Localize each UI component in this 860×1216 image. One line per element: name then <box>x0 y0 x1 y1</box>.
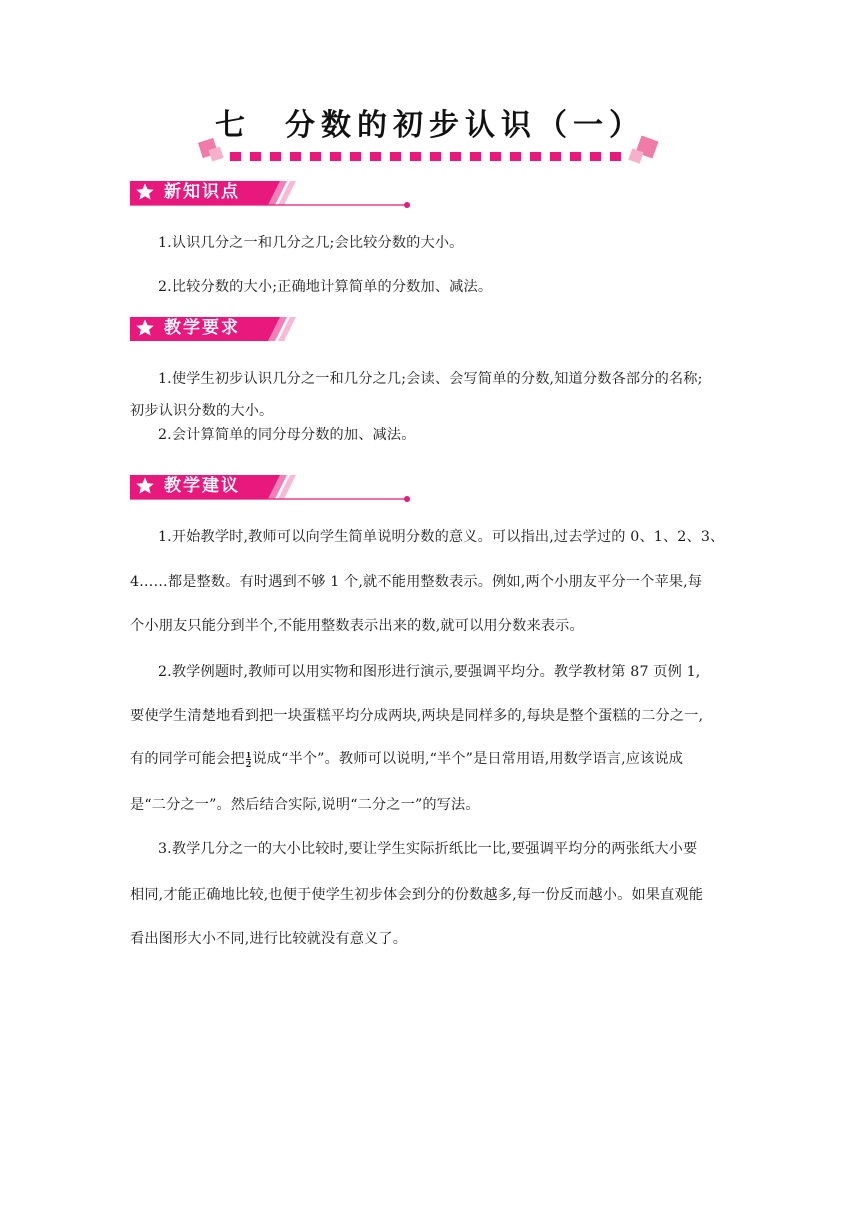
suggestion-line-3: 个小朋友只能分到半个,不能用整数表示出来的数,就可以用分数来表示。 <box>130 618 584 634</box>
title-dash <box>450 152 461 161</box>
title-dash <box>330 152 341 161</box>
title-dash <box>250 152 261 161</box>
section-header-requirements <box>130 314 420 348</box>
title-dash <box>490 152 501 161</box>
suggestion-line-5: 要使学生清楚地看到把一块蛋糕平均分成两块,两块是同样多的,每块是整个蛋糕的二分之一, <box>130 708 704 724</box>
section-header-knowledge <box>130 178 420 212</box>
title-dash <box>370 152 381 161</box>
title-dash <box>410 152 421 161</box>
fraction-denominator: 2 <box>245 758 252 769</box>
section-header-suggestions <box>130 472 420 506</box>
suggestion-line-4: 2.教学例题时,教师可以用实物和图形进行演示,要强调平均分。教学教材第 87 页例 1, <box>158 664 701 680</box>
title-dash <box>470 152 481 161</box>
suggestion-line-9: 相同,才能正确地比较,也便于使学生初步体会到分的份数越多,每一份反而越小。如果直观能 <box>130 887 704 903</box>
title-decoration <box>196 134 666 172</box>
suggestion-line-2: 4……都是整数。有时遇到不够 1 个,就不能用整数表示。例如,两个小朋友平分一个苹果,每 <box>130 574 703 590</box>
title-dash <box>390 152 401 161</box>
suggestion-line-8: 3.教学几分之一的大小比较时,要让学生实际折纸比一比,要强调平均分的两张纸大小要 <box>158 841 698 857</box>
chapter-title-text: 分数的初步认识（一） <box>285 108 645 143</box>
title-dash <box>270 152 281 161</box>
fraction-one-half <box>246 751 252 768</box>
text-after-fraction: 说成“半个”。教师可以说明,“半个”是日常用语,用数学语言,应该说成 <box>252 751 684 767</box>
title-dash <box>290 152 301 161</box>
title-dash <box>530 152 541 161</box>
knowledge-item-2: 2.比较分数的大小;正确地计算简单的分数加、减法。 <box>158 279 493 295</box>
title-dash <box>310 152 321 161</box>
section-label: 教学建议 <box>164 476 240 496</box>
title-dash <box>230 152 241 161</box>
fraction-numerator: 1 <box>245 749 252 760</box>
suggestion-line-7: 是“二分之一”。然后结合实际,说明“二分之一”的写法。 <box>130 797 480 813</box>
section-label: 新知识点 <box>164 182 240 202</box>
title-dash <box>610 152 621 161</box>
knowledge-item-1: 1.认识几分之一和几分之几;会比较分数的大小。 <box>158 235 464 251</box>
text-before-fraction: 有的同学可能会把 <box>130 751 245 767</box>
suggestion-line-6 <box>130 748 740 768</box>
requirement-line-1: 1.使学生初步认识几分之一和几分之几;会读、会写简单的分数,知道分数各部分的名称; <box>158 371 703 387</box>
requirement-line-3: 2.会计算简单的同分母分数的加、减法。 <box>158 427 416 443</box>
title-dash <box>430 152 441 161</box>
chapter-number: 七 <box>215 108 251 143</box>
suggestion-line-10: 看出图形大小不同,进行比较就没有意义了。 <box>130 931 408 947</box>
title-dash <box>570 152 581 161</box>
section-label: 教学要求 <box>164 318 240 338</box>
title-dash <box>510 152 521 161</box>
suggestion-line-1: 1.开始教学时,教师可以向学生简单说明分数的意义。可以指出,过去学过的 0、1、2、3、 <box>158 529 725 545</box>
title-dash <box>550 152 561 161</box>
requirement-line-2: 初步认识分数的大小。 <box>130 403 274 419</box>
title-dash <box>590 152 601 161</box>
title-dash <box>350 152 361 161</box>
